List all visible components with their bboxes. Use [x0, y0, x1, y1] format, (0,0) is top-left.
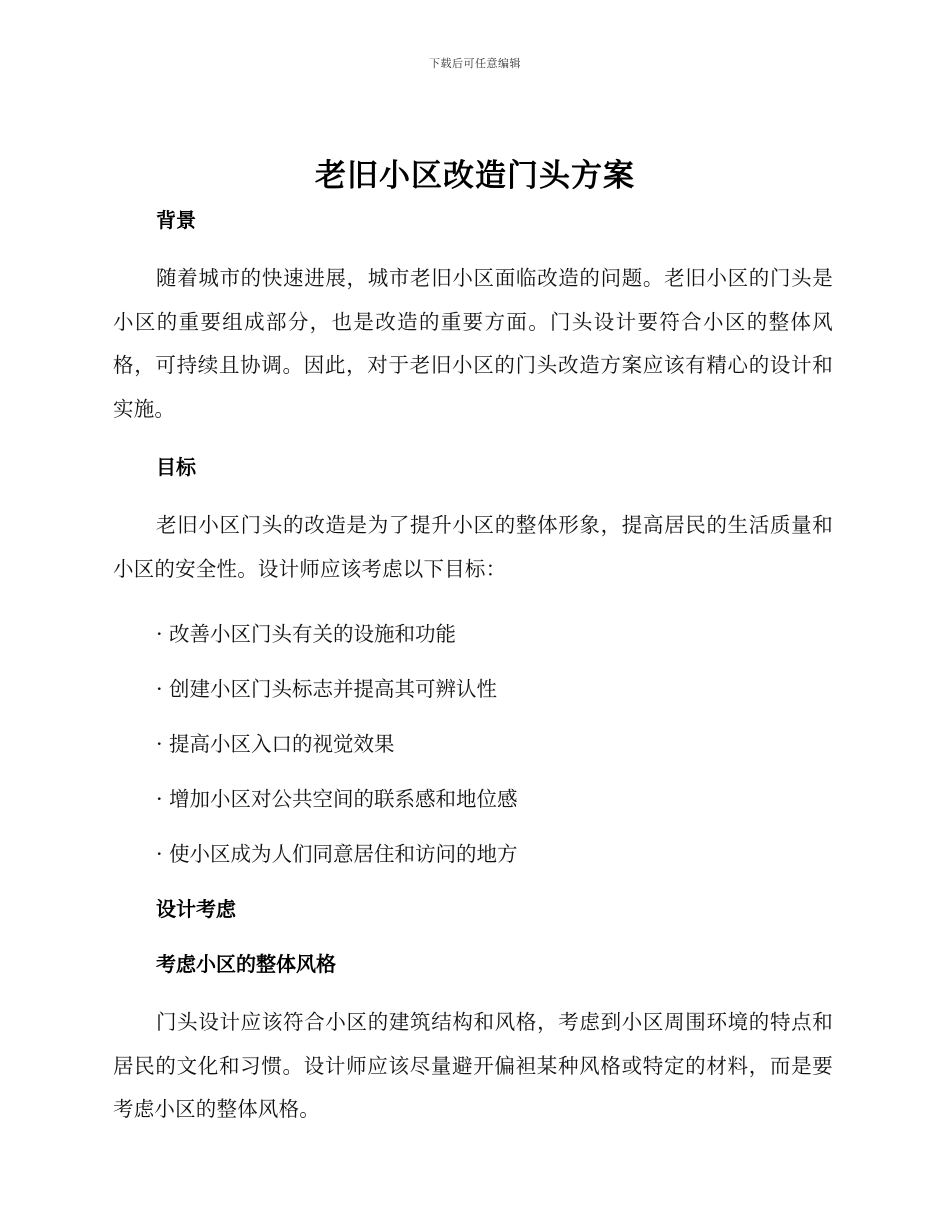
list-item: · 增加小区对公共空间的联系感和地位感	[113, 784, 833, 814]
list-item: · 创建小区门头标志并提高其可辨认性	[113, 674, 833, 704]
paragraph-style: 门头设计应该符合小区的建筑结构和风格，考虑到小区周围环境的特点和居民的文化和习惯。设计师应该尽量避开偏袒某种风格或特定的材料，而是要考虑小区的整体风格。	[113, 1010, 833, 1121]
document-title: 老旧小区改造门头方案	[315, 158, 635, 194]
header-note: 下载后可任意编辑	[429, 57, 521, 70]
subsection-heading-style: 考虑小区的整体风格	[156, 952, 336, 976]
list-item: · 提高小区入口的视觉效果	[113, 729, 833, 759]
document-body	[113, 205, 833, 1132]
section-heading-background: 背景	[156, 208, 196, 232]
list-item: · 使小区成为人们同意居住和访问的地方	[113, 839, 833, 869]
paragraph-goal: 老旧小区门头的改造是为了提升小区的整体形象，提高居民的生活质量和小区的安全性。设计师应该考虑以下目标：	[113, 513, 833, 581]
list-item: · 改善小区门头有关的设施和功能	[113, 619, 833, 649]
section-heading-design: 设计考虑	[156, 897, 236, 921]
goal-list	[113, 619, 833, 869]
section-heading-goal: 目标	[156, 455, 196, 479]
paragraph-background: 随着城市的快速进展，城市老旧小区面临改造的问题。老旧小区的门头是小区的重要组成部分，也是改造的重要方面。门头设计要符合小区的整体风格，可持续且协调。因此，对于老旧小区的门头改造方案应该有精心的设计和实施。	[113, 266, 833, 421]
